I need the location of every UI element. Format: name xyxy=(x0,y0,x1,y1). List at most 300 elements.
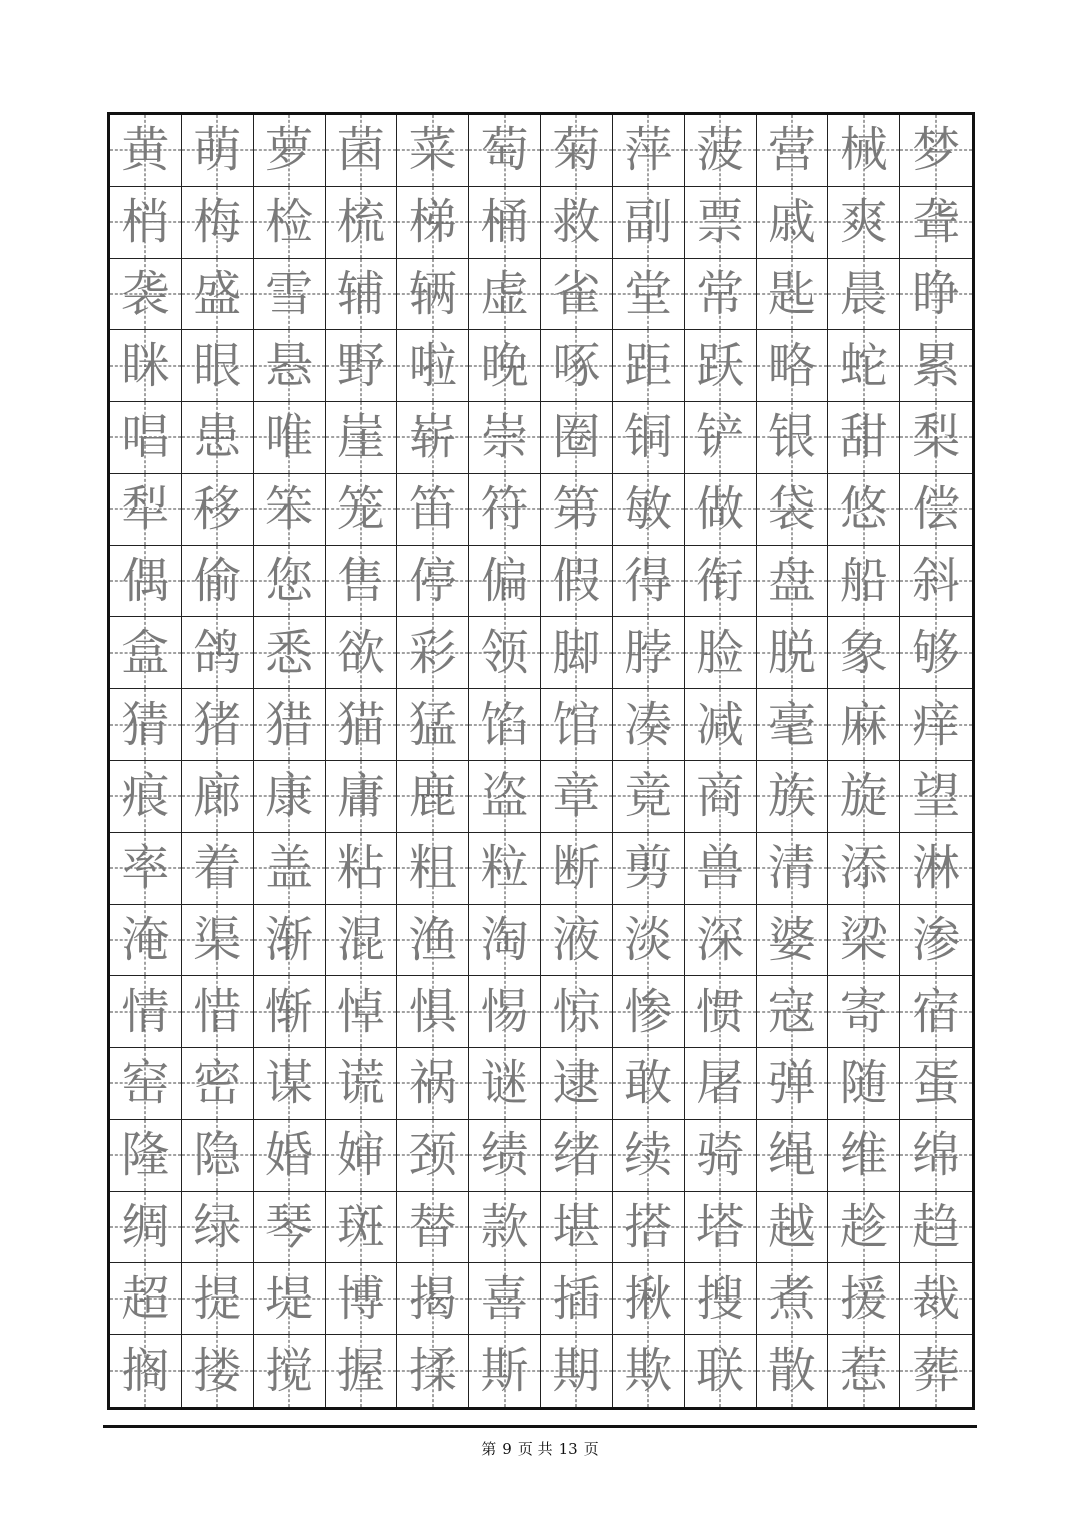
tracing-character: 惨 xyxy=(624,983,673,1040)
grid-cell xyxy=(397,761,469,833)
tracing-character: 欲 xyxy=(336,624,385,681)
tracing-character: 欺 xyxy=(624,1343,673,1400)
tracing-character: 盗 xyxy=(480,768,529,825)
tracing-character: 猫 xyxy=(336,696,385,753)
grid-cell xyxy=(182,1335,254,1407)
grid-cell xyxy=(828,1120,900,1192)
grid-cell xyxy=(110,474,182,546)
grid-cell xyxy=(326,617,398,689)
grid-cell xyxy=(254,976,326,1048)
tracing-character: 绿 xyxy=(193,1199,242,1256)
grid-cell xyxy=(326,1335,398,1407)
tracing-character: 液 xyxy=(552,911,601,968)
grid-cell xyxy=(757,833,829,905)
tracing-character: 绳 xyxy=(767,1127,816,1184)
tracing-character: 惧 xyxy=(408,983,457,1040)
grid-cell xyxy=(613,1192,685,1264)
grid-cell xyxy=(182,115,254,187)
grid-cell xyxy=(685,474,757,546)
grid-cell xyxy=(397,115,469,187)
tracing-character: 脚 xyxy=(552,624,601,681)
grid-cell xyxy=(613,187,685,259)
grid-cell xyxy=(254,259,326,331)
tracing-character: 蛋 xyxy=(912,1055,961,1112)
tracing-character: 检 xyxy=(265,194,314,251)
tracing-character: 寄 xyxy=(839,983,888,1040)
tracing-character: 敏 xyxy=(624,481,673,538)
grid-cell xyxy=(541,1048,613,1120)
tracing-character: 售 xyxy=(336,553,385,610)
grid-cell xyxy=(110,976,182,1048)
tracing-character: 淡 xyxy=(624,911,673,968)
grid-cell xyxy=(757,187,829,259)
tracing-character: 趋 xyxy=(912,1199,961,1256)
tracing-character: 提 xyxy=(193,1270,242,1327)
grid-cell xyxy=(397,1048,469,1120)
bottom-rule xyxy=(103,1425,977,1428)
grid-cell xyxy=(254,187,326,259)
grid-cell xyxy=(110,546,182,618)
tracing-character: 眯 xyxy=(121,337,170,394)
tracing-character: 崭 xyxy=(408,409,457,466)
tracing-character: 淘 xyxy=(480,911,529,968)
grid-cell xyxy=(254,402,326,474)
grid-cell xyxy=(613,115,685,187)
tracing-character: 袭 xyxy=(121,265,170,322)
grid-cell xyxy=(613,617,685,689)
grid-cell xyxy=(326,546,398,618)
grid-cell xyxy=(469,1120,541,1192)
tracing-character: 渐 xyxy=(265,911,314,968)
tracing-character: 祸 xyxy=(408,1055,457,1112)
tracing-character: 绩 xyxy=(480,1127,529,1184)
tracing-character: 趁 xyxy=(839,1199,888,1256)
tracing-character: 绵 xyxy=(912,1127,961,1184)
grid-cell xyxy=(613,761,685,833)
grid-cell xyxy=(110,689,182,761)
grid-cell xyxy=(757,330,829,402)
grid-cell xyxy=(326,689,398,761)
tracing-character: 猎 xyxy=(265,696,314,753)
tracing-character: 船 xyxy=(839,553,888,610)
tracing-character: 梦 xyxy=(912,122,961,179)
grid-cell xyxy=(254,689,326,761)
grid-cell xyxy=(110,1335,182,1407)
tracing-character: 婆 xyxy=(767,911,816,968)
grid-cell xyxy=(685,833,757,905)
tracing-character: 萍 xyxy=(624,122,673,179)
tracing-character: 匙 xyxy=(767,265,816,322)
tracing-character: 粒 xyxy=(480,840,529,897)
tracing-character: 庸 xyxy=(336,768,385,825)
grid-cell xyxy=(326,115,398,187)
tracing-character: 清 xyxy=(767,840,816,897)
tracing-character: 斑 xyxy=(336,1199,385,1256)
grid-cell xyxy=(397,976,469,1048)
tracing-character: 屠 xyxy=(696,1055,745,1112)
tracing-character: 寇 xyxy=(767,983,816,1040)
grid-cell xyxy=(757,474,829,546)
grid-cell xyxy=(110,1048,182,1120)
grid-cell xyxy=(326,976,398,1048)
grid-cell xyxy=(254,1192,326,1264)
grid-cell xyxy=(828,330,900,402)
grid-cell xyxy=(541,689,613,761)
grid-cell xyxy=(110,402,182,474)
tracing-character: 野 xyxy=(336,337,385,394)
grid-cell xyxy=(685,546,757,618)
grid-cell xyxy=(828,617,900,689)
tracing-character: 虚 xyxy=(480,265,529,322)
grid-cell xyxy=(541,761,613,833)
grid-cell xyxy=(900,617,972,689)
tracing-character: 偶 xyxy=(121,553,170,610)
grid-cell xyxy=(182,187,254,259)
footer-total-pages: 13 xyxy=(558,1440,578,1458)
tracing-character: 堂 xyxy=(624,265,673,322)
tracing-character: 菠 xyxy=(696,122,745,179)
grid-cell xyxy=(469,761,541,833)
tracing-character: 笼 xyxy=(336,481,385,538)
tracing-character: 援 xyxy=(839,1270,888,1327)
tracing-character: 唱 xyxy=(121,409,170,466)
grid-cell xyxy=(469,187,541,259)
tracing-character: 符 xyxy=(480,481,529,538)
grid-cell xyxy=(469,402,541,474)
tracing-character: 盛 xyxy=(193,265,242,322)
grid-cell xyxy=(900,546,972,618)
grid-cell xyxy=(685,1192,757,1264)
tracing-character: 宿 xyxy=(912,983,961,1040)
grid-cell xyxy=(110,617,182,689)
grid-cell xyxy=(828,1192,900,1264)
grid-cell xyxy=(397,689,469,761)
grid-cell xyxy=(541,1335,613,1407)
tracing-character: 晚 xyxy=(480,337,529,394)
tracing-character: 眼 xyxy=(193,337,242,394)
tracing-character: 婶 xyxy=(336,1127,385,1184)
grid-cell xyxy=(900,1263,972,1335)
grid-cell xyxy=(397,402,469,474)
tracing-character: 脱 xyxy=(767,624,816,681)
tracing-character: 袋 xyxy=(767,481,816,538)
tracing-character: 悠 xyxy=(839,481,888,538)
tracing-character: 偿 xyxy=(912,481,961,538)
grid-cell xyxy=(828,1048,900,1120)
tracing-character: 率 xyxy=(121,840,170,897)
tracing-character: 菜 xyxy=(408,122,457,179)
tracing-character: 竟 xyxy=(624,768,673,825)
tracing-character: 馅 xyxy=(480,696,529,753)
grid-cell xyxy=(397,833,469,905)
grid-cell xyxy=(397,187,469,259)
grid-cell xyxy=(685,689,757,761)
tracing-character: 超 xyxy=(121,1270,170,1327)
grid-cell xyxy=(254,1048,326,1120)
tracing-character: 望 xyxy=(912,768,961,825)
grid-cell xyxy=(828,187,900,259)
tracing-character: 累 xyxy=(912,337,961,394)
grid-cell xyxy=(613,1120,685,1192)
tracing-character: 惕 xyxy=(480,983,529,1040)
tracing-character: 添 xyxy=(839,840,888,897)
tracing-character: 梨 xyxy=(912,409,961,466)
grid-cell xyxy=(182,1120,254,1192)
grid-cell xyxy=(541,115,613,187)
tracing-character: 银 xyxy=(767,409,816,466)
grid-cell xyxy=(757,1263,829,1335)
grid-cell xyxy=(541,402,613,474)
tracing-character: 随 xyxy=(839,1055,888,1112)
tracing-character: 绸 xyxy=(121,1199,170,1256)
character-grid xyxy=(110,115,972,1407)
tracing-character: 做 xyxy=(696,481,745,538)
grid-cell xyxy=(757,1192,829,1264)
practice-sheet xyxy=(107,112,975,1410)
tracing-character: 章 xyxy=(552,768,601,825)
tracing-character: 萄 xyxy=(480,122,529,179)
grid-cell xyxy=(685,402,757,474)
grid-cell xyxy=(757,1048,829,1120)
tracing-character: 隆 xyxy=(121,1127,170,1184)
tracing-character: 塔 xyxy=(696,1199,745,1256)
tracing-character: 情 xyxy=(121,983,170,1040)
tracing-character: 揉 xyxy=(408,1343,457,1400)
tracing-character: 偏 xyxy=(480,553,529,610)
grid-cell xyxy=(685,259,757,331)
grid-cell xyxy=(110,905,182,977)
tracing-character: 痒 xyxy=(912,696,961,753)
grid-cell xyxy=(110,187,182,259)
grid-cell xyxy=(182,546,254,618)
tracing-character: 逮 xyxy=(552,1055,601,1112)
grid-cell xyxy=(182,833,254,905)
tracing-character: 蛇 xyxy=(839,337,888,394)
grid-cell xyxy=(541,330,613,402)
tracing-character: 脸 xyxy=(696,624,745,681)
grid-cell xyxy=(757,761,829,833)
grid-cell xyxy=(541,617,613,689)
grid-cell xyxy=(541,905,613,977)
tracing-character: 铜 xyxy=(624,409,673,466)
tracing-character: 窑 xyxy=(121,1055,170,1112)
tracing-character: 渠 xyxy=(193,911,242,968)
grid-cell xyxy=(182,1048,254,1120)
grid-cell xyxy=(613,1263,685,1335)
grid-cell xyxy=(110,1120,182,1192)
tracing-character: 黄 xyxy=(121,122,170,179)
tracing-character: 甜 xyxy=(839,409,888,466)
tracing-character: 崇 xyxy=(480,409,529,466)
grid-cell xyxy=(469,1335,541,1407)
grid-cell xyxy=(900,259,972,331)
tracing-character: 深 xyxy=(696,911,745,968)
grid-cell xyxy=(326,761,398,833)
tracing-character: 敢 xyxy=(624,1055,673,1112)
tracing-character: 握 xyxy=(336,1343,385,1400)
tracing-character: 犁 xyxy=(121,481,170,538)
grid-cell xyxy=(110,115,182,187)
page-footer xyxy=(0,1438,1080,1459)
grid-cell xyxy=(397,905,469,977)
grid-cell xyxy=(326,402,398,474)
grid-cell xyxy=(685,905,757,977)
grid-cell xyxy=(900,1120,972,1192)
tracing-character: 够 xyxy=(912,624,961,681)
grid-cell xyxy=(613,259,685,331)
tracing-character: 毫 xyxy=(767,696,816,753)
tracing-character: 葬 xyxy=(912,1343,961,1400)
grid-cell xyxy=(541,1192,613,1264)
tracing-character: 彩 xyxy=(408,624,457,681)
tracing-character: 略 xyxy=(767,337,816,394)
grid-cell xyxy=(469,617,541,689)
grid-cell xyxy=(541,833,613,905)
grid-cell xyxy=(182,689,254,761)
tracing-character: 款 xyxy=(480,1199,529,1256)
grid-cell xyxy=(757,905,829,977)
tracing-character: 骑 xyxy=(696,1127,745,1184)
tracing-character: 雪 xyxy=(265,265,314,322)
tracing-character: 得 xyxy=(624,553,673,610)
tracing-character: 戚 xyxy=(767,194,816,251)
grid-cell xyxy=(182,761,254,833)
grid-cell xyxy=(182,474,254,546)
tracing-character: 械 xyxy=(839,122,888,179)
tracing-character: 笨 xyxy=(265,481,314,538)
tracing-character: 救 xyxy=(552,194,601,251)
tracing-character: 梅 xyxy=(193,194,242,251)
tracing-character: 痕 xyxy=(121,768,170,825)
grid-cell xyxy=(685,115,757,187)
grid-cell xyxy=(828,115,900,187)
grid-cell xyxy=(828,1263,900,1335)
footer-mid: 页 共 xyxy=(517,1440,553,1458)
grid-cell xyxy=(828,761,900,833)
grid-cell xyxy=(254,617,326,689)
tracing-character: 插 xyxy=(552,1270,601,1327)
tracing-character: 啦 xyxy=(408,337,457,394)
tracing-character: 斯 xyxy=(480,1343,529,1400)
tracing-character: 堤 xyxy=(265,1270,314,1327)
grid-cell xyxy=(757,1120,829,1192)
grid-cell xyxy=(613,905,685,977)
tracing-character: 搜 xyxy=(696,1270,745,1327)
tracing-character: 雀 xyxy=(552,265,601,322)
grid-cell xyxy=(900,833,972,905)
tracing-character: 剪 xyxy=(624,840,673,897)
tracing-character: 桶 xyxy=(480,194,529,251)
tracing-character: 第 xyxy=(552,481,601,538)
grid-cell xyxy=(541,259,613,331)
tracing-character: 馆 xyxy=(552,696,601,753)
grid-cell xyxy=(900,1192,972,1264)
tracing-character: 揭 xyxy=(408,1270,457,1327)
tracing-character: 聋 xyxy=(912,194,961,251)
grid-cell xyxy=(326,330,398,402)
tracing-character: 绪 xyxy=(552,1127,601,1184)
grid-cell xyxy=(757,689,829,761)
footer-page-number: 9 xyxy=(502,1440,512,1458)
tracing-character: 菌 xyxy=(336,122,385,179)
grid-cell xyxy=(541,1263,613,1335)
tracing-character: 盘 xyxy=(767,553,816,610)
tracing-character: 笛 xyxy=(408,481,457,538)
footer-suffix: 页 xyxy=(583,1440,599,1458)
tracing-character: 猜 xyxy=(121,696,170,753)
tracing-character: 猛 xyxy=(408,696,457,753)
tracing-character: 跃 xyxy=(696,337,745,394)
tracing-character: 喜 xyxy=(480,1270,529,1327)
grid-cell xyxy=(254,1120,326,1192)
tracing-character: 盒 xyxy=(121,624,170,681)
grid-cell xyxy=(326,833,398,905)
grid-cell xyxy=(828,474,900,546)
tracing-character: 惹 xyxy=(839,1343,888,1400)
grid-cell xyxy=(182,402,254,474)
tracing-character: 越 xyxy=(767,1199,816,1256)
tracing-character: 距 xyxy=(624,337,673,394)
grid-cell xyxy=(326,474,398,546)
grid-cell xyxy=(182,1263,254,1335)
grid-cell xyxy=(254,1263,326,1335)
tracing-character: 崖 xyxy=(336,409,385,466)
grid-cell xyxy=(541,976,613,1048)
grid-cell xyxy=(757,976,829,1048)
tracing-character: 唯 xyxy=(265,409,314,466)
tracing-character: 患 xyxy=(193,409,242,466)
grid-cell xyxy=(182,617,254,689)
grid-cell xyxy=(397,259,469,331)
grid-cell xyxy=(900,330,972,402)
grid-cell xyxy=(469,976,541,1048)
grid-cell xyxy=(613,833,685,905)
tracing-character: 断 xyxy=(552,840,601,897)
grid-cell xyxy=(254,474,326,546)
tracing-character: 营 xyxy=(767,122,816,179)
grid-cell xyxy=(685,1335,757,1407)
grid-cell xyxy=(613,1335,685,1407)
tracing-character: 兽 xyxy=(696,840,745,897)
grid-cell xyxy=(828,689,900,761)
grid-cell xyxy=(828,976,900,1048)
grid-cell xyxy=(900,115,972,187)
tracing-character: 搅 xyxy=(265,1343,314,1400)
tracing-character: 谜 xyxy=(480,1055,529,1112)
grid-cell xyxy=(685,1120,757,1192)
grid-cell xyxy=(613,474,685,546)
tracing-character: 商 xyxy=(696,768,745,825)
tracing-character: 混 xyxy=(336,911,385,968)
tracing-character: 颈 xyxy=(408,1127,457,1184)
tracing-character: 萌 xyxy=(193,122,242,179)
grid-cell xyxy=(828,833,900,905)
tracing-character: 鹿 xyxy=(408,768,457,825)
grid-cell xyxy=(326,1192,398,1264)
grid-cell xyxy=(757,546,829,618)
grid-cell xyxy=(613,330,685,402)
grid-cell xyxy=(469,330,541,402)
grid-cell xyxy=(541,474,613,546)
grid-cell xyxy=(541,1120,613,1192)
grid-cell xyxy=(828,1335,900,1407)
tracing-character: 鸽 xyxy=(193,624,242,681)
tracing-character: 渗 xyxy=(912,911,961,968)
grid-cell xyxy=(110,833,182,905)
grid-cell xyxy=(828,259,900,331)
tracing-character: 晨 xyxy=(839,265,888,322)
grid-cell xyxy=(397,1263,469,1335)
